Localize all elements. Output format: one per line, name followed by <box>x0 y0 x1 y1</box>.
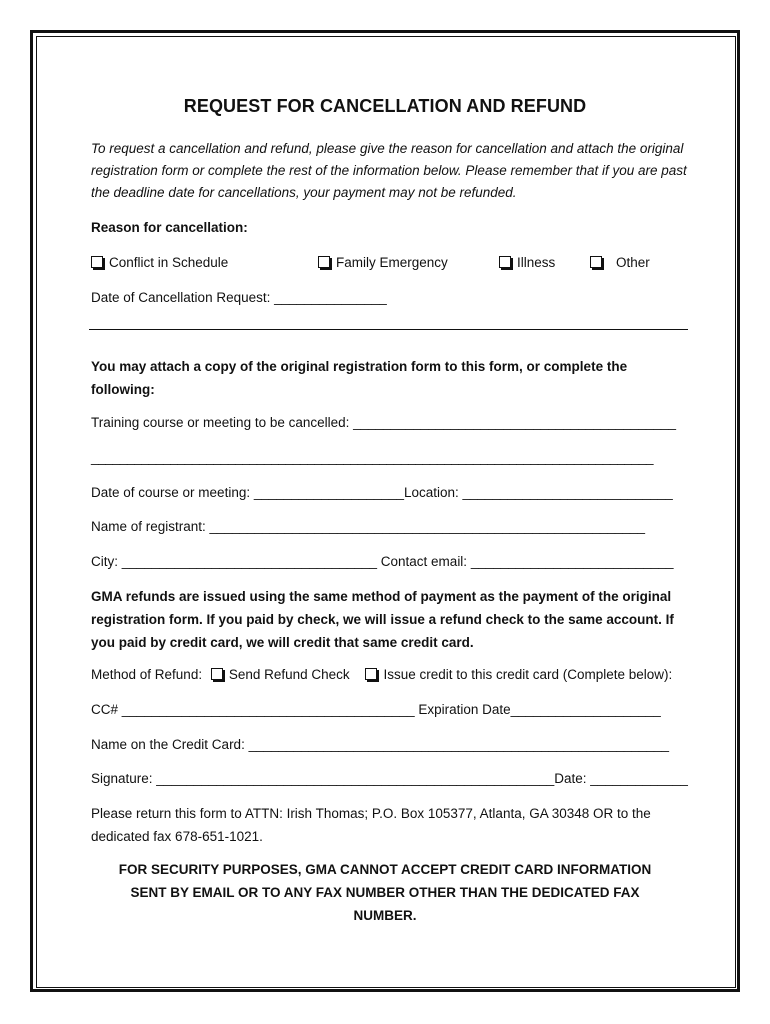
attach-note: You may attach a copy of the original registration form to this form, or complete the following: <box>91 359 628 397</box>
reason-option-label: Illness <box>517 255 556 270</box>
refund-method-label: Method of Refund: <box>91 667 203 682</box>
course-field[interactable]: Training course or meeting to be cancelled: ___________________________________________ <box>91 415 676 430</box>
checkbox-icon[interactable] <box>365 668 377 680</box>
refund-check-option[interactable]: Send Refund Check <box>228 667 350 682</box>
reason-option-family[interactable] <box>318 254 448 271</box>
intro-paragraph: To request a cancellation and refund, please give the reason for cancellation and attach the original registration form or complete the rest of the information below. Please remember that if you are past the deadline date for cancellations, your payment may not be refunded. <box>91 141 687 200</box>
city-email-field[interactable]: City: __________________________________ Contact email: ___________________________ <box>91 554 674 569</box>
cc-number-field[interactable]: CC# _______________________________________ Expiration Date____________________ <box>91 702 661 717</box>
section-divider <box>89 329 688 330</box>
registrant-field[interactable]: Name of registrant: __________________________________________________________ <box>91 519 646 534</box>
reason-option-label: Family Emergency <box>336 255 448 270</box>
reason-option-label: Conflict in Schedule <box>109 255 229 270</box>
checkbox-icon[interactable] <box>318 256 330 268</box>
refund-credit-option[interactable]: Issue credit to this credit card (Complete below): <box>383 667 673 682</box>
checkbox-icon[interactable] <box>211 668 223 680</box>
reason-heading: Reason for cancellation: <box>91 220 248 235</box>
checkbox-icon[interactable] <box>91 256 103 268</box>
signature-field[interactable]: Signature: _____________________________________________________Date: _____________ <box>91 771 688 786</box>
date-location-field[interactable]: Date of course or meeting: ____________________Location: ____________________________ <box>91 485 673 500</box>
return-note: Please return this form to ATTN: Irish Thomas; P.O. Box 105377, Atlanta, GA 30348 OR to the dedicated fax 678-651-1021. <box>91 806 651 844</box>
reason-option-other[interactable] <box>590 254 650 271</box>
course-field-line2[interactable]: ______________________________________________________________________________ <box>91 450 654 465</box>
cancellation-date-field[interactable]: Date of Cancellation Request: _______________ <box>91 290 387 305</box>
cc-name-field[interactable]: Name on the Credit Card: ________________________________________________________ <box>91 737 670 752</box>
security-note: FOR SECURITY PURPOSES, GMA CANNOT ACCEPT CREDIT CARD INFORMATION SENT BY EMAIL OR TO ANY FAX NUMBER OTHER THAN THE DEDICATED FAX NUMBER. <box>118 862 652 923</box>
refund-method-row <box>91 666 672 683</box>
form-title: REQUEST FOR CANCELLATION AND REFUND <box>183 96 587 116</box>
reason-option-label: Other <box>616 255 650 270</box>
reason-option-conflict[interactable] <box>91 254 228 271</box>
reason-option-illness[interactable] <box>499 254 555 271</box>
checkbox-icon[interactable] <box>499 256 511 268</box>
checkbox-icon[interactable] <box>590 256 602 268</box>
refund-note: GMA refunds are issued using the same method of payment as the payment of the original registration form. If you paid by check, we will issue a refund check to the same account. If you paid by credit card, we will credit that same credit card. <box>91 589 674 650</box>
